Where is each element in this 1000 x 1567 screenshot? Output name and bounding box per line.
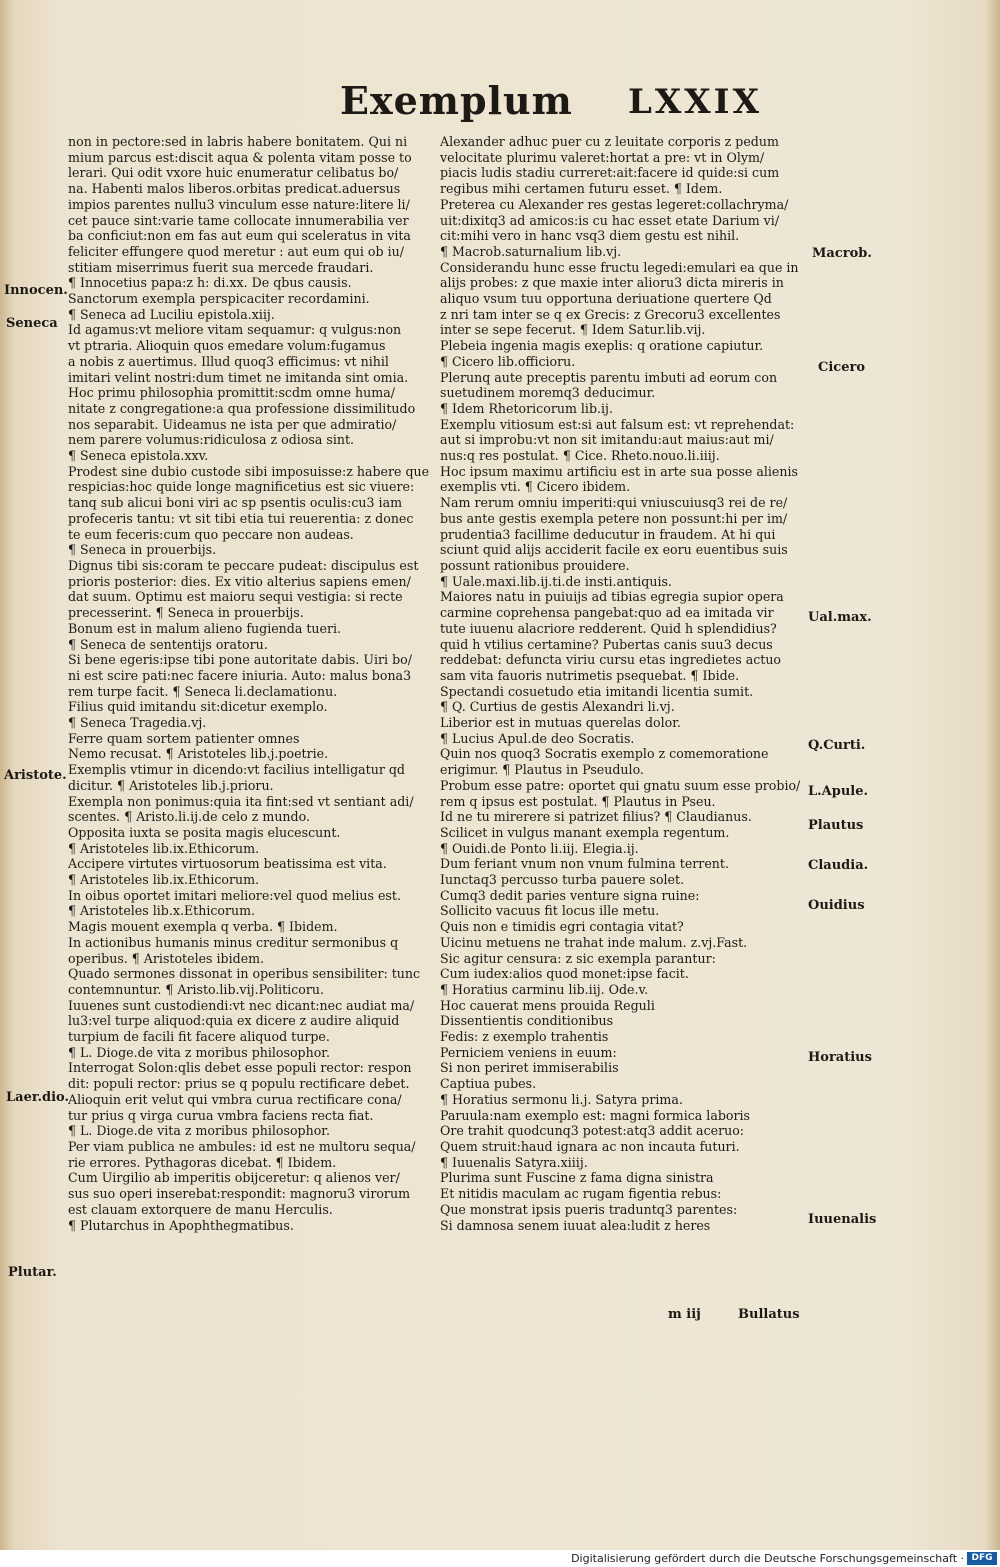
text-line: ¶ Plutarchus in Apophthegmatibus. [68,1217,294,1233]
text-line: vt ptraria. Alioquin quos emedare volum:fugamus [68,338,386,354]
text-line: mium parcus est:discit aqua & polenta vitam posse to [68,149,412,165]
text-line: ¶ Q. Curtius de gestis Alexandri li.vj. [440,699,675,715]
text-line: erigimur. ¶ Plautus in Pseudulo. [440,762,644,778]
margin-note: L.Apule. [808,784,869,799]
text-line: Ferre quam sortem patienter omnes [68,730,300,746]
text-line: sam vita fauoris nutrimetis psequebat. ¶ Ibide. [440,667,740,683]
text-line: Ore trahit quodcunq3 potest:atq3 addit aceruo: [440,1123,745,1139]
text-line: dicitur. ¶ Aristoteles lib.j.prioru. [68,777,274,793]
signature-mark: m iij [668,1307,701,1322]
text-line: rem turpe facit. ¶ Seneca li.declamationu. [68,683,338,699]
text-line: Fedis: z exemplo trahentis [440,1029,609,1045]
text-line: Exempla non ponimus:quia ita fint:sed vt sentiant adi/ [68,793,414,809]
text-column-right [440,134,802,1233]
text-line: prioris posterior: dies. Ex vitio alterius sapiens emen/ [68,573,411,589]
margin-note: Ual.max. [808,610,872,625]
text-line: ¶ Aristoteles lib.ix.Ethicorum. [68,872,260,888]
text-line: piacis ludis stadiu curreret:ait:facere id quide:si cum [440,165,780,181]
text-line: Accipere virtutes virtuosorum beatissima est vita. [68,856,387,872]
text-line: Dum feriant vnum non vnum fulmina terrent. [440,856,729,872]
text-line: reddebat: defuncta viriu cursu etas ingredietes actuo [440,652,782,668]
text-line: Alexander adhuc puer cu z leuitate corporis z pedum [440,134,779,149]
text-line: respicias:hoc quide longe magnificetius est sic viuere: [68,479,415,495]
text-line: Bonum est in malum alieno fugienda tueri. [68,620,342,636]
text-line: ¶ Aristoteles lib.ix.Ethicorum. [68,840,260,856]
text-line: Per viam publica ne ambules: id est ne multoru sequa/ [68,1139,416,1154]
text-line: velocitate plurimu valeret:hortat a pre: vt in Olym/ [440,149,765,165]
text-line: tur prius q virga curua vmbra faciens recta fiat. [68,1107,374,1123]
text-line: aut si improbu:vt non sit imitandu:aut maius:aut mi/ [440,432,774,448]
text-line: Iuuenes sunt custodiendi:vt nec dicant:nec audiat ma/ [68,997,415,1013]
text-line: contemnuntur. ¶ Aristo.lib.vij.Politicoru. [68,981,325,997]
text-line: Si damnosa senem iuuat alea:ludit z heres [440,1217,711,1233]
text-line: sus suo operi inserebat:respondit: magnoru3 virorum [68,1186,411,1202]
margin-note: Claudia. [808,858,869,873]
text-line: Considerandu hunc esse fructu legedi:emulari ea que in [440,259,799,275]
text-line: est clauam extorquere de manu Herculis. [68,1201,333,1217]
text-line: nitate z congregatione:a qua professione dissimilitudo [68,400,416,416]
margin-note: Plautus [808,818,864,833]
text-line: Opposita iuxta se posita magis elucescunt. [68,824,341,840]
text-line: z nri tam inter se q ex Grecis: z Grecoru3 excellentes [440,306,781,322]
text-line: ¶ Seneca in prouerbijs. [68,542,217,558]
text-line: prudentia3 facillime deducutur in fraudem. At hi qui [440,526,776,542]
text-line: ¶ Lucius Apul.de deo Socratis. [440,730,635,746]
text-line: Alioquin erit velut qui vmbra curua rectificare cona/ [68,1091,402,1107]
text-line: stitiam miserrimus fuerit sua mercede fraudari. [68,259,374,275]
text-line: Spectandi cosuetudo etia imitandi licentia sumit. [440,683,754,699]
text-line: Magis mouent exempla q verba. ¶ Ibidem. [68,919,338,935]
text-line: Que monstrat ipsis pueris traduntq3 parentes: [440,1201,738,1217]
text-line: quid h vtilius certamine? Pubertas canis suu3 decus [440,636,773,652]
text-line: Exemplis vtimur in dicendo:vt facilius intelligatur qd [68,762,405,778]
text-line: Uicinu metuens ne trahat inde malum. z.vj.Fast. [440,934,748,950]
text-line: Paruula:nam exemplo est: magni formica laboris [440,1107,750,1123]
text-line: In actionibus humanis minus creditur sermonibus q [68,934,399,950]
running-title: Exemplum [340,78,573,123]
text-line: lu3:vel turpe aliquod:quia ex dicere z audire aliquid [68,1013,400,1029]
text-line: ¶ Seneca de sententijs oratoru. [68,636,268,652]
text-line: Perniciem veniens in euum: [440,1044,617,1060]
margin-note: Horatius [808,1050,872,1065]
text-line: tanq sub alicui boni viri ac sp psentis oculis:cu3 iam [68,495,403,511]
text-line: ba conficiut:non em fas aut eum qui sceleratus in vita [68,228,411,244]
text-line: ¶ Seneca Tragedia.vj. [68,715,207,731]
text-line: cit:mihi vero in hanc vsq3 diem gestu est nihil. [440,228,740,244]
text-line: Iunctaq3 percusso turba pauere solet. [440,872,685,888]
text-line: ¶ Cicero lib.officioru. [440,353,576,369]
text-line: lerari. Qui odit vxore huic enumeratur celibatus bo/ [68,165,399,181]
text-line: Hoc primu philosophia promittit:scdm omne huma/ [68,385,395,401]
margin-note: Innocen. [4,283,68,298]
text-line: Exemplu vitiosum est:si aut falsum est: vt reprehendat: [440,416,795,432]
text-line: operibus. ¶ Aristoteles ibidem. [68,950,265,966]
text-line: nus:q res postulat. ¶ Cice. Rheto.nouo.li.iiij. [440,448,720,464]
text-line: Nemo recusat. ¶ Aristoteles lib.j.poetrie. [68,746,329,762]
text-line: Hoc cauerat mens prouida Reguli [440,997,655,1013]
text-line: Plebeia ingenia magis exeplis: q oratione capiutur. [440,338,764,354]
text-line: ¶ Seneca epistola.xxv. [68,448,209,464]
dfg-logo-badge: DFG [967,1552,997,1565]
text-line: te eum feceris:cum quo peccare non audeas. [68,526,354,542]
margin-note: Ouidius [808,898,865,913]
text-line: ¶ Seneca ad Luciliu epistola.xiij. [68,306,275,322]
text-line: Quin nos quoq3 Socratis exemplo z comemoratione [440,746,769,762]
text-line: carmine coprehensa pangebat:quo ad ea imitada vir [440,605,774,621]
text-line: Dissentientis conditionibus [440,1013,614,1029]
text-line: ¶ Uale.maxi.lib.ij.ti.de insti.antiquis. [440,573,672,589]
text-line: cet pauce sint:varie tame collocate innumerabilia ver [68,212,409,228]
text-line: Quado sermones dissonat in operibus sensibiliter: tunc [68,966,421,982]
text-line: aliquo vsum tuu opportuna deriuatione quertere Qd [440,291,772,307]
text-line: Nam rerum omniu imperiti:qui vniuscuiusq3 rei de re/ [440,495,788,511]
text-line: Quis non e timidis egri contagia vitat? [440,919,684,935]
margin-note: Iuuenalis [808,1212,877,1227]
text-line: na. Habenti malos liberos.orbitas predicat.aduersus [68,181,401,197]
text-line: Filius quid imitandu sit:dicetur exemplo. [68,699,328,715]
text-line: tute iuuenu alacriore redderent. Quid h splendidius? [440,620,777,636]
margin-note: Aristote. [4,768,67,783]
text-line: Si bene egeris:ipse tibi pone autoritate dabis. Uiri bo/ [68,652,412,668]
text-line: Sic agitur censura: z sic exempla parantur: [440,950,716,966]
text-line: Captiua pubes. [440,1076,537,1092]
text-line: possunt rationibus prouidere. [440,557,630,573]
text-line: Cumq3 dedit paries venture signa ruine: [440,887,700,903]
text-line: Et nitidis maculam ac rugam figentia rebus: [440,1186,722,1202]
text-line: uit:dixitq3 ad amicos:is cu hac esset etate Darium vi/ [440,212,780,228]
text-line: ¶ Idem Rhetoricorum lib.ij. [440,400,613,416]
footer-credit: Digitalisierung gefördert durch die Deutsche Forschungsgemeinschaft · [571,1552,964,1565]
text-line: Sollicito vacuus fit locus ille metu. [440,903,660,919]
margin-note: Q.Curti. [808,738,866,753]
digitization-footer [0,1550,1000,1567]
text-line: Scilicet in vulgus manant exempla regentum. [440,824,730,840]
text-line: feliciter effungere quod meretur : aut eum qui ob iu/ [68,243,404,259]
text-line: Si non periret immiserabilis [440,1060,619,1076]
text-line: scentes. ¶ Aristo.li.ij.de celo z mundo. [68,809,310,825]
text-line: alijs probes: z que maxie inter alioru3 dicta mireris in [440,275,784,291]
text-line: Cum Uirgilio ab imperitis obijceretur: q alienos ver/ [68,1170,400,1186]
text-line: Prodest sine dubio custode sibi imposuisse:z habere que [68,463,430,479]
margin-note: Plutar. [8,1265,57,1280]
text-line: Id ne tu mirerere si patrizet filius? ¶ Claudianus. [440,809,752,825]
text-column-left [68,134,434,1233]
text-line: a nobis z auertimus. Illud quoq3 efficimus: vt nihil [68,353,389,369]
text-line: In oibus oportet imitari meliore:vel quod melius est. [68,887,401,903]
text-line: non in pectore:sed in labris habere bonitatem. Qui ni [68,134,408,149]
text-line: ¶ Aristoteles lib.x.Ethicorum. [68,903,256,919]
text-line: Id agamus:vt meliore vitam sequamur: q vulgus:non [68,322,402,338]
text-line: dat suum. Optimu est maioru sequi vestigia: si recte [68,589,403,605]
text-line: dit: populi rector: prius se q populu rectificare debet. [68,1076,410,1092]
text-line: ¶ Ouidi.de Ponto li.iij. Elegia.ij. [440,840,639,856]
text-line: ¶ L. Dioge.de vita z moribus philosophor. [68,1044,330,1060]
text-line: Interrogat Solon:qlis debet esse populi rector: respon [68,1060,412,1076]
text-line: Maiores natu in puiuijs ad tibias egregia supior opera [440,589,784,605]
text-line: Plurima sunt Fuscine z fama digna sinistra [440,1170,714,1186]
folio-number: LXXIX [628,82,762,122]
text-line: suetudinem moremq3 deducimur. [440,385,656,401]
margin-note: Macrob. [812,246,872,261]
text-line: Cum iudex:alios quod monet:ipse facit. [440,966,689,982]
text-line: ¶ Iuuenalis Satyra.xiiij. [440,1154,588,1170]
text-line: inter se sepe fecerut. ¶ Idem Satur.lib.vij. [440,322,706,338]
text-line: regibus mihi certamen futuru esset. ¶ Idem. [440,181,723,197]
text-line: ¶ Horatius carminu lib.iij. Ode.v. [440,981,649,997]
text-line: Quem struit:haud ignara ac non incauta futuri. [440,1139,740,1154]
text-line: ¶ Innocetius papa:z h: di.xx. De qbus causis. [68,275,352,291]
text-line: profeceris tantu: vt sit tibi etia tui reuerentia: z donec [68,510,414,526]
text-line: turpium de facili fit facere aliquod turpe. [68,1029,330,1045]
text-line: ¶ Macrob.saturnalium lib.vj. [440,243,622,259]
text-line: sciunt quid alijs acciderit facile ex eoru euentibus suis [440,542,788,558]
text-line: Preterea cu Alexander res gestas legeret:collachryma/ [440,196,789,212]
text-line: ni est scire pati:nec facere iniuria. Auto: malus bona3 [68,667,412,683]
text-line: imitari velint nostri:dum timet ne imitanda sint omia. [68,369,409,385]
text-line: Plerunq aute preceptis parentu imbuti ad eorum con [440,369,778,385]
text-line: Sanctorum exempla perspicaciter recordamini. [68,291,370,307]
text-line: precesserint. ¶ Seneca in prouerbijs. [68,605,304,621]
text-line: ¶ L. Dioge.de vita z moribus philosophor. [68,1123,330,1139]
margin-note: Seneca [6,316,58,331]
text-line: nos separabit. Uideamus ne ista per que admiratio/ [68,416,397,432]
catchword: Bullatus [738,1307,800,1322]
text-line: nem parere volumus:ridiculosa z odiosa sint. [68,432,355,448]
text-line: rem q ipsus est postulat. ¶ Plautus in Pseu. [440,793,716,809]
text-line: ¶ Horatius sermonu li.j. Satyra prima. [440,1091,683,1107]
text-line: Liberior est in mutuas querelas dolor. [440,715,681,731]
margin-note: Cicero [818,360,865,375]
text-line: Dignus tibi sis:coram te peccare pudeat: discipulus est [68,557,419,573]
text-line: rie errores. Pythagoras dicebat. ¶ Ibidem. [68,1154,337,1170]
text-line: bus ante gestis exempla petere non possunt:hi per im/ [440,510,788,526]
text-line: impios parentes nullu3 vinculum esse nature:litere li/ [68,196,410,212]
margin-note: Laer.dio. [6,1090,70,1105]
text-line: Probum esse patre: oportet qui gnatu suum esse probio/ [440,777,801,793]
text-line: exemplis vti. ¶ Cicero ibidem. [440,479,631,495]
text-line: Hoc ipsum maximu artificiu est in arte sua posse alienis [440,463,798,479]
